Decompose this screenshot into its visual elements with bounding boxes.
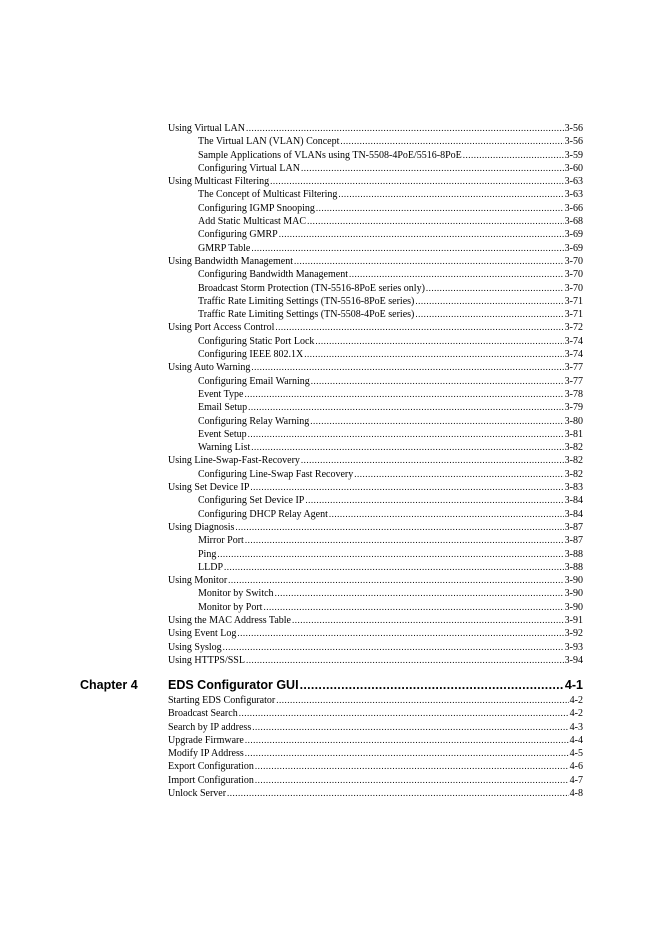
dot-leader (276, 694, 568, 707)
toc-entry-title: Using Set Device IP (168, 482, 250, 494)
toc-entry[interactable] (168, 760, 583, 773)
toc-entry-title: Warning List (198, 442, 251, 454)
dot-leader (463, 149, 564, 162)
chapter-title: EDS Configurator GUI (168, 678, 299, 692)
toc-entry[interactable] (168, 375, 583, 388)
toc-entry-page: 3-63 (564, 189, 583, 201)
dot-leader (245, 534, 564, 547)
toc-entry-page: 3-74 (564, 349, 583, 361)
toc-entry-title: Using Monitor (168, 575, 228, 587)
toc-entry-title: LLDP (198, 561, 223, 573)
dot-leader (426, 282, 564, 295)
toc-entry-page: 3-84 (564, 495, 583, 507)
toc-entry-page: 3-69 (564, 242, 583, 254)
dot-leader (223, 641, 564, 654)
toc-entry-page: 3-88 (564, 548, 583, 560)
toc-entry[interactable] (168, 627, 583, 640)
toc-entry[interactable] (168, 335, 583, 348)
toc-entry-title: The Virtual LAN (VLAN) Concept (198, 136, 340, 148)
toc-entry-title: Using Syslog (168, 641, 222, 653)
toc-entry-page: 3-77 (564, 362, 583, 374)
toc-entry-page: 3-94 (564, 654, 583, 666)
toc-entry-page: 3-77 (564, 375, 583, 387)
toc-entry-title: Search by IP address (168, 721, 252, 733)
toc-entry[interactable] (168, 308, 583, 321)
toc-entry-title: Starting EDS Configurator (168, 695, 276, 706)
dot-leader (227, 787, 569, 800)
toc-entry-page: 3-74 (564, 335, 583, 347)
toc-entry-page: 3-84 (564, 508, 583, 520)
toc-entry-page: 3-82 (564, 468, 583, 480)
toc-entry-page: 4-7 (569, 774, 583, 786)
dot-leader (239, 707, 569, 720)
dot-leader (237, 627, 563, 640)
dot-leader (275, 587, 564, 600)
toc-entry[interactable] (168, 468, 583, 481)
toc-entry[interactable] (168, 774, 583, 787)
toc-entry[interactable] (168, 548, 583, 561)
toc-entry-title: Import Configuration (168, 774, 254, 786)
toc-entry[interactable] (168, 614, 583, 627)
toc-entry[interactable] (168, 135, 583, 148)
toc-entry-page: 3-69 (564, 229, 583, 241)
toc-entry-title: Ping (198, 548, 217, 560)
toc-entry[interactable] (168, 734, 583, 747)
toc-entry-title: Configuring Static Port Lock (198, 335, 315, 347)
dot-leader (255, 774, 569, 787)
toc-entry-page: 3-68 (564, 216, 583, 228)
toc-entry[interactable] (168, 149, 583, 162)
toc-entry-page: 4-8 (569, 788, 583, 800)
dot-leader (310, 415, 563, 428)
toc-entry[interactable] (168, 747, 583, 760)
toc-entry-page: 3-93 (564, 641, 583, 653)
toc-entry[interactable] (168, 215, 583, 228)
toc-entry[interactable] (168, 401, 583, 414)
toc-entry[interactable] (168, 601, 583, 614)
toc-entry-page: 3-91 (564, 614, 583, 626)
dot-leader (217, 548, 563, 561)
chapter-4-heading-block (80, 676, 583, 694)
toc-entry[interactable] (168, 641, 583, 654)
toc-entry-page: 3-87 (564, 521, 583, 533)
dot-leader (301, 454, 564, 467)
dot-leader (270, 175, 564, 188)
toc-entry-page: 4-6 (569, 761, 583, 773)
toc-entry-title: The Concept of Multicast Filtering (198, 189, 338, 201)
dot-leader (245, 747, 569, 760)
toc-entry[interactable] (168, 508, 583, 521)
toc-entry-page: 4-4 (569, 734, 583, 746)
toc-entry-page: 3-90 (564, 575, 583, 587)
toc-entry[interactable] (168, 574, 583, 587)
dot-leader (235, 521, 563, 534)
dot-leader (246, 654, 564, 667)
toc-entry[interactable] (168, 428, 583, 441)
toc-entry-page: 4-2 (569, 695, 583, 706)
dot-leader (415, 308, 563, 321)
toc-entry-title: Using Event Log (168, 628, 237, 640)
toc-entry-title: Event Setup (198, 428, 247, 440)
chapter-page-number: 4-1 (564, 678, 583, 692)
chapter-label: Chapter 4 (80, 678, 138, 692)
toc-entry-page: 3-88 (564, 561, 583, 573)
dot-leader (251, 242, 563, 255)
toc-entry-page: 4-5 (569, 748, 583, 760)
toc-entry[interactable] (168, 242, 583, 255)
toc-entry-page: 3-82 (564, 455, 583, 467)
toc-entry-title: Configuring Virtual LAN (198, 162, 300, 174)
dot-leader (263, 601, 563, 614)
toc-entry[interactable] (168, 388, 583, 401)
toc-entry-title: Configuring DHCP Relay Agent (198, 508, 328, 520)
dot-leader (307, 215, 564, 228)
dot-leader (316, 202, 564, 215)
dot-leader (329, 508, 564, 521)
toc-entry-page: 3-71 (564, 309, 583, 321)
toc-entry-title: Using Virtual LAN (168, 123, 245, 134)
toc-entry-page: 3-71 (564, 295, 583, 307)
toc-entry-title: Upgrade Firmware (168, 734, 244, 746)
toc-entry-page: 3-63 (564, 176, 583, 188)
toc-entry[interactable] (168, 481, 583, 494)
toc-entry-title: Using Port Access Control (168, 322, 275, 334)
toc-entry-page: 3-83 (564, 482, 583, 494)
toc-entry-page: 3-72 (564, 322, 583, 334)
toc-entry-title: Email Setup (198, 402, 248, 414)
toc-entry-page: 3-92 (564, 628, 583, 640)
dot-leader (300, 676, 564, 694)
dot-leader (224, 561, 564, 574)
toc-entry-page: 3-87 (564, 535, 583, 547)
toc-entry-page: 3-56 (564, 136, 583, 148)
toc-entry-page: 3-78 (564, 388, 583, 400)
chapter-4-heading[interactable] (80, 676, 583, 694)
toc-entry[interactable] (168, 534, 583, 547)
toc-entry-page: 3-79 (564, 402, 583, 414)
dot-leader (245, 388, 564, 401)
toc-entry-title: Configuring Bandwidth Management (198, 269, 348, 281)
dot-leader (251, 441, 563, 454)
toc-entry-title: Configuring Email Warning (198, 375, 310, 387)
toc-entry-title: Configuring Relay Warning (198, 415, 310, 427)
toc-entry[interactable] (168, 228, 583, 241)
dot-leader (251, 361, 563, 374)
toc-entry[interactable] (168, 521, 583, 534)
dot-leader (245, 734, 569, 747)
toc-entry-title: Configuring IGMP Snooping (198, 202, 315, 214)
toc-entry-page: 3-70 (564, 255, 583, 267)
toc-entry-page: 3-90 (564, 588, 583, 600)
dot-leader (279, 228, 564, 241)
toc-entry[interactable] (168, 202, 583, 215)
toc-entry-title: Monitor by Switch (198, 588, 274, 600)
toc-entry-title: GMRP Table (198, 242, 251, 254)
toc-entry-title: Using HTTPS/SSL (168, 654, 245, 666)
toc-entry-title: Traffic Rate Limiting Settings (TN-5516-8PoE series) (198, 295, 415, 307)
dot-leader (415, 295, 563, 308)
dot-leader (275, 321, 563, 334)
dot-leader (349, 268, 564, 281)
toc-entry-title: Broadcast Search (168, 708, 238, 720)
toc-entry[interactable] (168, 494, 583, 507)
toc-entry[interactable] (168, 441, 583, 454)
toc-entry[interactable] (168, 188, 583, 201)
toc-entry-title: Using Line-Swap-Fast-Recovery (168, 455, 300, 467)
toc-entry-title: Using Multicast Filtering (168, 176, 270, 188)
toc-entry[interactable] (168, 122, 583, 135)
toc-entry-page: 3-66 (564, 202, 583, 214)
toc-entry[interactable] (168, 454, 583, 467)
dot-leader (301, 162, 564, 175)
toc-entry-title: Event Type (198, 388, 244, 400)
dot-leader (250, 481, 563, 494)
toc-entry-title: Export Configuration (168, 761, 254, 773)
toc-entry-title: Configuring IEEE 802.1X (198, 349, 304, 361)
toc-entry-page: 3-59 (564, 149, 583, 161)
toc-entry[interactable] (168, 255, 583, 268)
toc-entry-title: Using Auto Warning (168, 362, 251, 374)
toc-entry[interactable] (168, 268, 583, 281)
dot-leader (315, 335, 563, 348)
toc-entry-title: Unlock Server (168, 788, 227, 800)
toc-entry-page: 3-70 (564, 269, 583, 281)
toc-entry[interactable] (168, 654, 583, 667)
toc-entry-page: 4-2 (569, 708, 583, 720)
toc-entry-page: 3-80 (564, 415, 583, 427)
toc-entry-title: Traffic Rate Limiting Settings (TN-5508-4PoE series) (198, 309, 415, 321)
toc-entry-page: 3-82 (564, 442, 583, 454)
toc-entry[interactable] (168, 561, 583, 574)
toc-entry-title: Configuring Line-Swap Fast Recovery (198, 468, 354, 480)
toc-entry-title: Configuring GMRP (198, 229, 278, 241)
toc-entry[interactable] (168, 348, 583, 361)
toc-entry-title: Monitor by Port (198, 601, 263, 613)
dot-leader (304, 348, 563, 361)
toc-entry[interactable] (168, 787, 583, 800)
dot-leader (294, 255, 564, 268)
toc-entry[interactable] (168, 295, 583, 308)
toc-entry-page: 3-90 (564, 601, 583, 613)
toc-entry-title: Add Static Multicast MAC (198, 216, 307, 228)
toc-entry-page: 3-81 (564, 428, 583, 440)
toc-entry[interactable] (168, 707, 583, 720)
dot-leader (248, 428, 564, 441)
dot-leader (305, 494, 563, 507)
dot-leader (338, 188, 563, 201)
dot-leader (255, 760, 569, 773)
toc-section-3 (168, 122, 583, 667)
toc-chapter-4 (168, 694, 583, 800)
toc-entry-page: 3-56 (564, 123, 583, 134)
toc-entry[interactable] (168, 694, 583, 707)
toc-entry-page: 3-70 (564, 282, 583, 294)
toc-entry[interactable] (168, 361, 583, 374)
dot-leader (246, 122, 564, 135)
dot-leader (311, 375, 564, 388)
dot-leader (248, 401, 563, 414)
dot-leader (340, 135, 563, 148)
toc-entry-title: Modify IP Address (168, 748, 244, 760)
dot-leader (354, 468, 563, 481)
dot-leader (292, 614, 564, 627)
toc-entry-title: Using the MAC Address Table (168, 614, 291, 626)
toc-entry[interactable] (168, 162, 583, 175)
toc-entry-title: Using Diagnosis (168, 521, 235, 533)
toc-entry-title: Sample Applications of VLANs using TN-5508-4PoE/5516-8PoE (198, 149, 462, 161)
toc-entry-page: 3-60 (564, 162, 583, 174)
toc-entry[interactable] (168, 587, 583, 600)
toc-entry-title: Configuring Set Device IP (198, 495, 305, 507)
toc-entry[interactable] (168, 321, 583, 334)
toc-entry[interactable] (168, 415, 583, 428)
toc-entry-title: Mirror Port (198, 535, 244, 547)
toc-entry[interactable] (168, 175, 583, 188)
toc-entry-page: 4-3 (569, 721, 583, 733)
dot-leader (252, 721, 568, 734)
toc-entry[interactable] (168, 721, 583, 734)
toc-entry-title: Using Bandwidth Management (168, 255, 293, 267)
dot-leader (228, 574, 563, 587)
toc-entry-title: Broadcast Storm Protection (TN-5516-8PoE series only) (198, 282, 425, 294)
toc-entry[interactable] (168, 282, 583, 295)
